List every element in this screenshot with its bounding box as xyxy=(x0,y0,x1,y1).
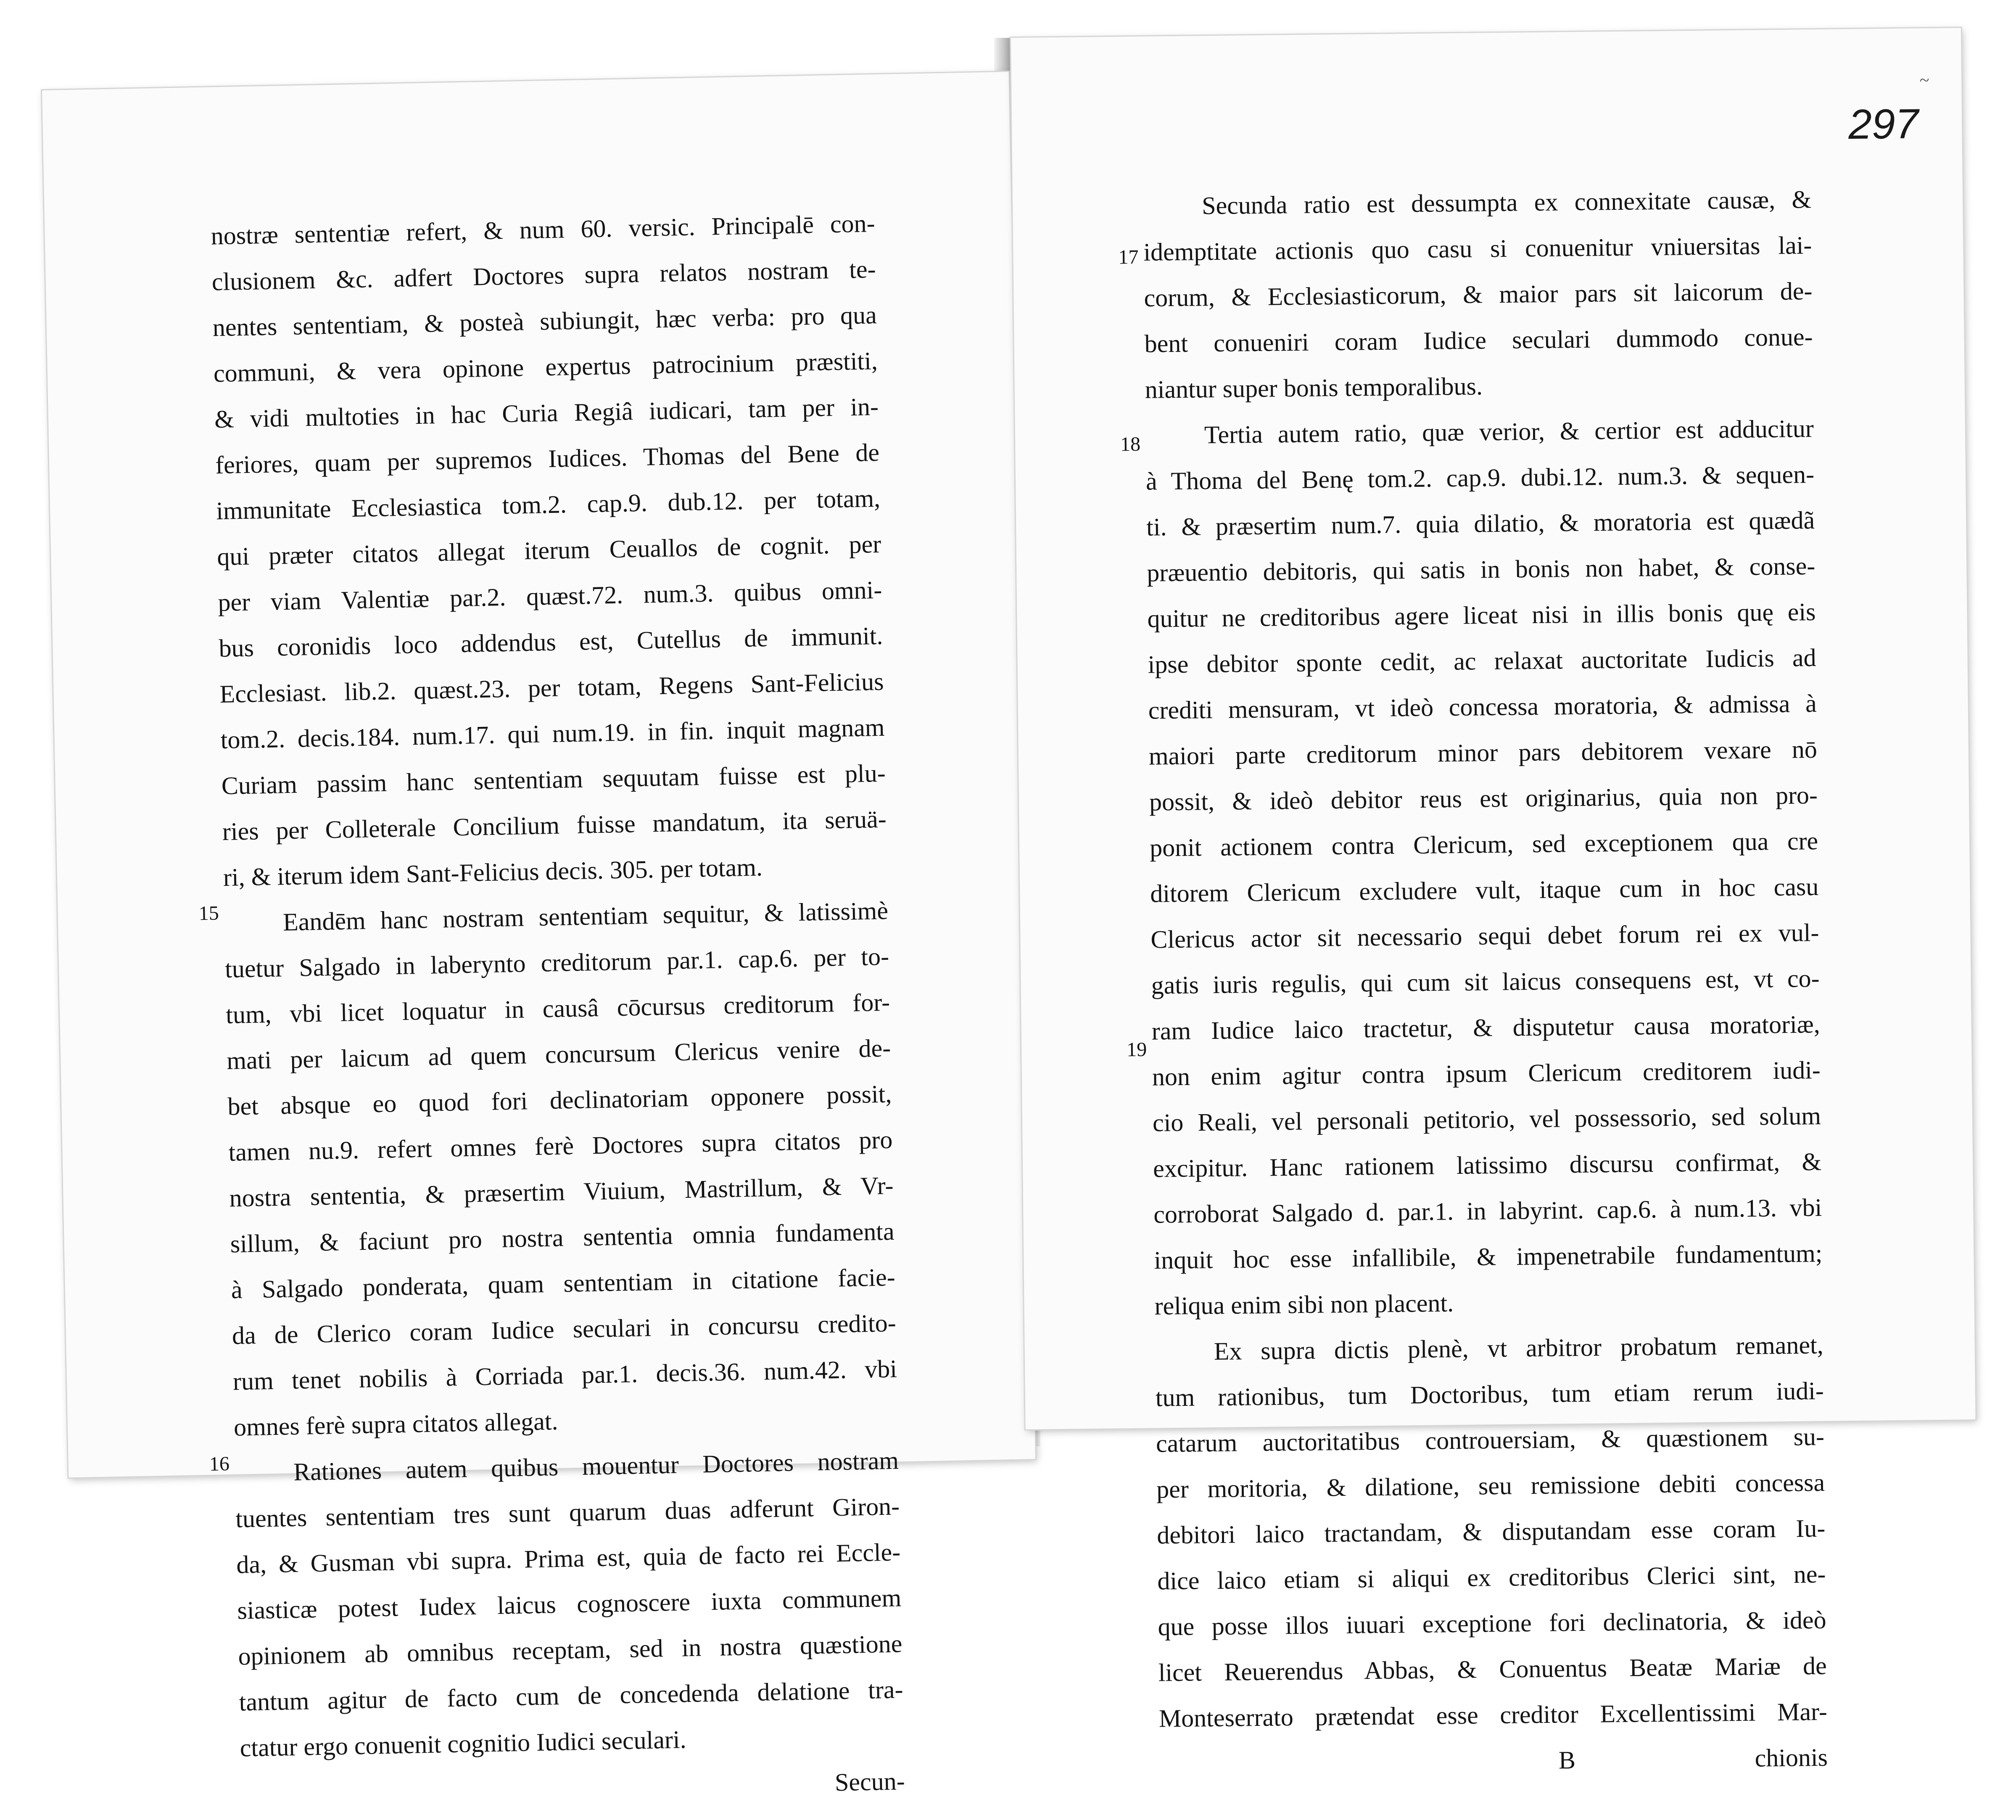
right-text-column xyxy=(1143,177,1828,1787)
paragraph-start-line: Ex supra dictis plenè, vt arbitror probatum remanet, xyxy=(1214,1331,1824,1366)
text-line: à Salgado ponderata, quam sententiam in citatione facie- xyxy=(231,1263,896,1304)
text-line: per moritoria, & dilatione, seu remissione debiti concessa xyxy=(1156,1468,1825,1503)
text-line: ctatur ergo conuenit cognitio Iudici seculari. xyxy=(240,1725,687,1762)
text-line: communi, & vera opinone expertus patrocinium præstiti, xyxy=(213,346,878,388)
pencil-mark: ~ xyxy=(1919,71,1929,90)
text-line: niantur super bonis temporalibus. xyxy=(1145,372,1483,404)
text-line: mati per laicum ad quem concursum Clericus venire de- xyxy=(226,1034,891,1075)
text-line: bent conueniri coram Iudice seculari dummodo conue- xyxy=(1144,323,1813,358)
text-line: quitur ne creditoribus agere liceat nisi in illis bonis quę eis xyxy=(1147,598,1816,633)
text-line: da de Clerico coram Iudice seculari in concursu credito- xyxy=(232,1309,897,1350)
text-line: ipse debitor sponte cedit, ac relaxat auctoritate Iudicis ad xyxy=(1148,644,1816,679)
text-line: rum tenet nobilis à Corriada par.1. decis.36. num.42. vbi xyxy=(232,1355,897,1395)
text-line: ti. & præsertim num.7. quia dilatio, & moratoria est quædã xyxy=(1146,506,1815,541)
margin-number: 15 xyxy=(198,902,219,925)
catchword: chionis xyxy=(1755,1743,1828,1772)
margin-number: 17 xyxy=(1118,246,1139,269)
text-line: gatis iuris regulis, qui cum sit laicus consequens est, vt co- xyxy=(1151,964,1820,999)
text-line: qui præter citatos allegat iterum Ceuallos de cognit. per xyxy=(216,530,881,571)
text-line: Monteserrato prætendat esse creditor Excellentissimi Mar- xyxy=(1158,1697,1828,1733)
text-line: cio Reali, vel personali petitorio, vel possessorio, sed solum xyxy=(1152,1102,1821,1137)
text-line: corum, & Ecclesiasticorum, & maior pars sit laicorum de- xyxy=(1144,277,1813,312)
text-line: ram Iudice laico tractetur, & disputetur causa moratoriæ, xyxy=(1151,1010,1821,1045)
text-line: Clericus actor sit necessario sequi debet forum rei ex vul- xyxy=(1150,918,1819,954)
catchword: Secun- xyxy=(834,1767,905,1796)
text-line: maiori parte creditorum minor pars debitorem vexare nō xyxy=(1148,735,1818,770)
text-line: corroborat Salgado d. par.1. in labyrint. cap.6. à num.13. vbi xyxy=(1153,1193,1822,1228)
text-line: Curiam passim hanc sententiam sequutam fuisse est plu- xyxy=(221,759,886,800)
text-line: omnes ferè supra citatos allegat. xyxy=(233,1407,558,1441)
paragraph-start-line: Eandēm hanc nostram sententiam sequitur, & latissimè xyxy=(282,896,889,936)
signature-mark: B xyxy=(1558,1746,1576,1774)
text-line: tuetur Salgado in laberynto creditorum par.1. cap.6. per to- xyxy=(224,942,889,983)
paragraph-start-line: Secunda ratio est dessumpta ex connexitate causæ, & xyxy=(1201,185,1812,220)
text-line: que posse illos iuuari exceptione fori declinatoria, & ideò xyxy=(1158,1606,1826,1641)
text-line: nostræ sententiæ refert, & num 60. versic. Principalē con- xyxy=(211,209,876,250)
text-line: feriores, quam per supremos Iudices. Thomas del Bene de xyxy=(215,438,880,479)
text-line: Ecclesiast. lib.2. quæst.23. per totam, Regens Sant-Felicius xyxy=(219,667,884,708)
text-line: nostra sententia, & præsertim Viuium, Mastrillum, & Vr- xyxy=(229,1171,894,1212)
text-line: dice laico etiam si aliqui ex creditoribus Clerici sint, ne- xyxy=(1157,1560,1826,1595)
text-line: ditorem Clericum excludere vult, itaque cum in hoc casu xyxy=(1150,872,1819,908)
paragraph-start-line: Rationes autem quibus mouentur Doctores nostram xyxy=(293,1446,899,1486)
left-page xyxy=(42,72,1035,1796)
text-line: da, & Gusman vbi supra. Prima est, quia de facto rei Eccle- xyxy=(236,1538,901,1579)
text-line: tum rationibus, tum Doctoribus, tum etiam rerum iudi- xyxy=(1155,1376,1824,1412)
text-line: nentes sententiam, & posteà subiungit, hæc verba: pro qua xyxy=(212,301,877,342)
text-line: siasticæ potest Iudex laicus cognoscere iuxta communem xyxy=(237,1584,902,1625)
paragraph-start-line: Tertia autem ratio, quæ verior, & certior est adducitur xyxy=(1204,415,1814,449)
text-line: tuentes sententiam tres sunt quarum duas adferunt Giron- xyxy=(235,1492,900,1533)
text-line: bus coronidis loco addendus est, Cutellus de immunit. xyxy=(218,621,883,663)
text-line: opinionem ab omnibus receptam, sed in nostra quæstione xyxy=(237,1630,902,1670)
text-line: tamen nu.9. refert omnes ferè Doctores supra citatos pro xyxy=(228,1125,893,1166)
text-line: à Thoma del Benę tom.2. cap.9. dubi.12. num.3. & sequen- xyxy=(1145,460,1815,495)
text-line: excipitur. Hanc rationem latissimo discursu confirmat, & xyxy=(1153,1147,1822,1183)
text-line: ri, & iterum idem Sant-Felicius decis. 305. per totam. xyxy=(223,853,763,892)
text-line: & vidi multoties in hac Curia Regiâ iudicari, tam per in- xyxy=(214,392,879,433)
margin-number: 18 xyxy=(1120,433,1141,456)
text-line: clusionem &c. adfert Doctores supra relatos nostram te- xyxy=(211,255,876,296)
text-line: crediti mensuram, vt ideò concessa moratoria, & admissa à xyxy=(1148,689,1817,724)
text-line: tum, vbi licet loquatur in causâ cōcursus creditorum for- xyxy=(225,988,890,1029)
text-line: possit, & ideò debitor reus est originarius, quia non pro- xyxy=(1149,781,1818,816)
folio-number: 297 xyxy=(1848,100,1919,148)
text-line: tantum agitur de facto cum de concedenda delatione tra- xyxy=(239,1675,904,1716)
text-line: ponit actionem contra Clericum, sed exceptionem qua cre xyxy=(1149,827,1818,862)
text-line: non enim agitur contra ipsum Clericum creditorem iudi- xyxy=(1152,1056,1821,1091)
text-line: sillum, & faciunt pro nostra sententia omnia fundamenta xyxy=(230,1217,895,1258)
text-line: immunitate Ecclesiastica tom.2. cap.9. dub.12. per totam, xyxy=(216,484,881,525)
text-line: præuentio debitoris, qui satis in bonis non habet, & conse- xyxy=(1146,552,1815,587)
text-line: inquit hoc esse infallibile, & impenetrabile fundamentum; xyxy=(1154,1239,1823,1274)
text-line: bet absque eo quod fori declinatoriam opponere possit, xyxy=(227,1080,892,1120)
left-text-column xyxy=(211,201,905,1817)
text-line: tom.2. decis.184. num.17. qui num.19. in fin. inquit magnam xyxy=(220,713,885,754)
right-page xyxy=(1011,28,1976,1774)
text-line: ries per Colleterale Concilium fuisse mandatum, ita seruä- xyxy=(222,805,887,846)
page-footer xyxy=(1159,1735,1828,1788)
text-line: per viam Valentiæ par.2. quæst.72. num.3. quibus omni- xyxy=(217,576,882,617)
text-line: reliqua enim sibi non placent. xyxy=(1154,1289,1454,1320)
text-line: catarum auctoritatibus controuersiam, & quæstionem su- xyxy=(1156,1422,1825,1458)
text-line: debitori laico tractandam, & disputandam esse coram Iu- xyxy=(1156,1514,1826,1549)
margin-number: 16 xyxy=(209,1453,230,1475)
text-line: licet Reuerendus Abbas, & Conuentus Beatæ Mariæ de xyxy=(1158,1651,1827,1687)
margin-number: 19 xyxy=(1126,1038,1147,1061)
text-line: idemptitate actionis quo casu si conuenitur vniuersitas lai- xyxy=(1143,231,1812,266)
